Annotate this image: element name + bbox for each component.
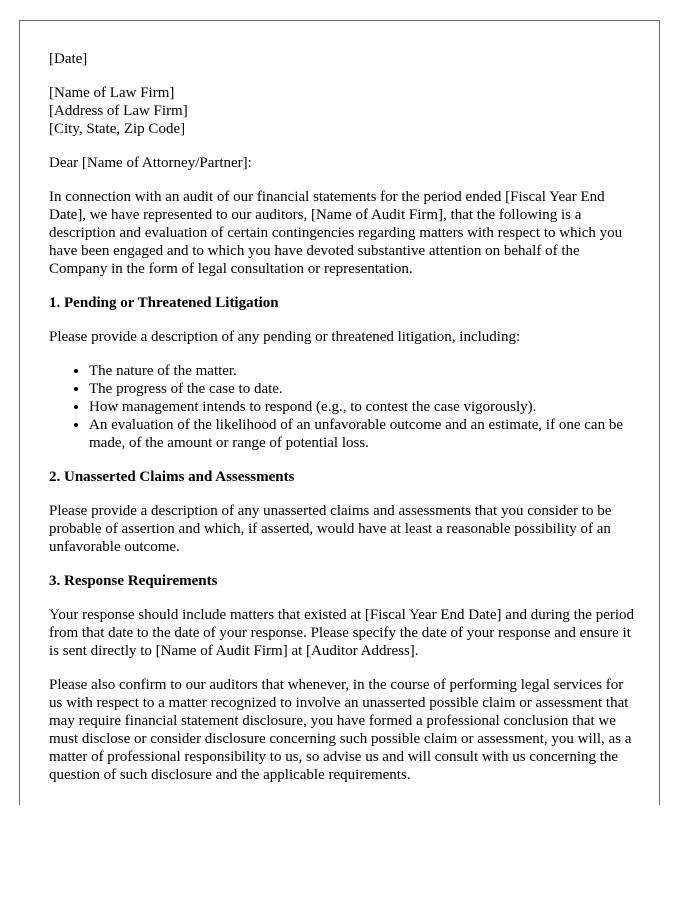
recipient-city-state-zip: [City, State, Zip Code] [49, 121, 186, 137]
section-heading-response-requirements: 3. Response Requirements [49, 573, 218, 589]
intro-paragraph: In connection with an audit of our financial statements for the period ended [Fiscal Year End Date], we have represented to our auditors, [Name of Audit Firm], that the following is a description and evaluation of certain contingencies regarding matters with respect to which you have been engaged and to which you have devoted substantive attention on behalf of the Company in the form of legal consultation or representation. [49, 189, 623, 277]
litigation-list [49, 362, 637, 452]
section-paragraph-litigation: Please provide a description of any pending or threatened litigation, including: [49, 329, 521, 345]
list-item: • How management intends to respond (e.g., to contest the case vigorously). [89, 398, 637, 416]
list-item: • An evaluation of the likelihood of an unfavorable outcome and an estimate, if one can be made, of the amount or range of potential loss. [89, 416, 637, 452]
letter-content [49, 50, 637, 800]
list-item: • The progress of the case to date. [89, 380, 637, 398]
section-heading-unasserted-claims: 2. Unasserted Claims and Assessments [49, 469, 295, 485]
list-item: • The nature of the matter. [89, 362, 637, 380]
recipient-block [49, 84, 637, 138]
recipient-firm-address: [Address of Law Firm] [49, 103, 188, 119]
salutation: Dear [Name of Attorney/Partner]: [49, 155, 252, 171]
section-heading-litigation: 1. Pending or Threatened Litigation [49, 295, 279, 311]
recipient-firm-name: [Name of Law Firm] [49, 85, 175, 101]
letter-page [19, 20, 660, 805]
section-paragraph-confirmation: Please also confirm to our auditors that whenever, in the course of performing legal services for us with respect to a matter recognized to involve an unasserted possible claim or assessment that may require financial statement disclosure, you have formed a professional conclusion that we must disclose or consider disclosure concerning such possible claim or assessment, you will, as a matter of professional responsibility to us, so advise us and will consult with us concerning the question of such disclosure and the applicable requirements. [49, 677, 632, 783]
section-paragraph-response-requirements: Your response should include matters that existed at [Fiscal Year End Date] and during the period from that date to the date of your response. Please specify the date of your response and ensure it is sent directly to [Name of Audit Firm] at [Auditor Address]. [49, 607, 635, 659]
section-paragraph-unasserted-claims: Please provide a description of any unasserted claims and assessments that you consider to be probable of assertion and which, if asserted, would have at least a reasonable possibility of an unfavorable outcome. [49, 503, 612, 555]
letter-date: [Date] [49, 51, 88, 67]
